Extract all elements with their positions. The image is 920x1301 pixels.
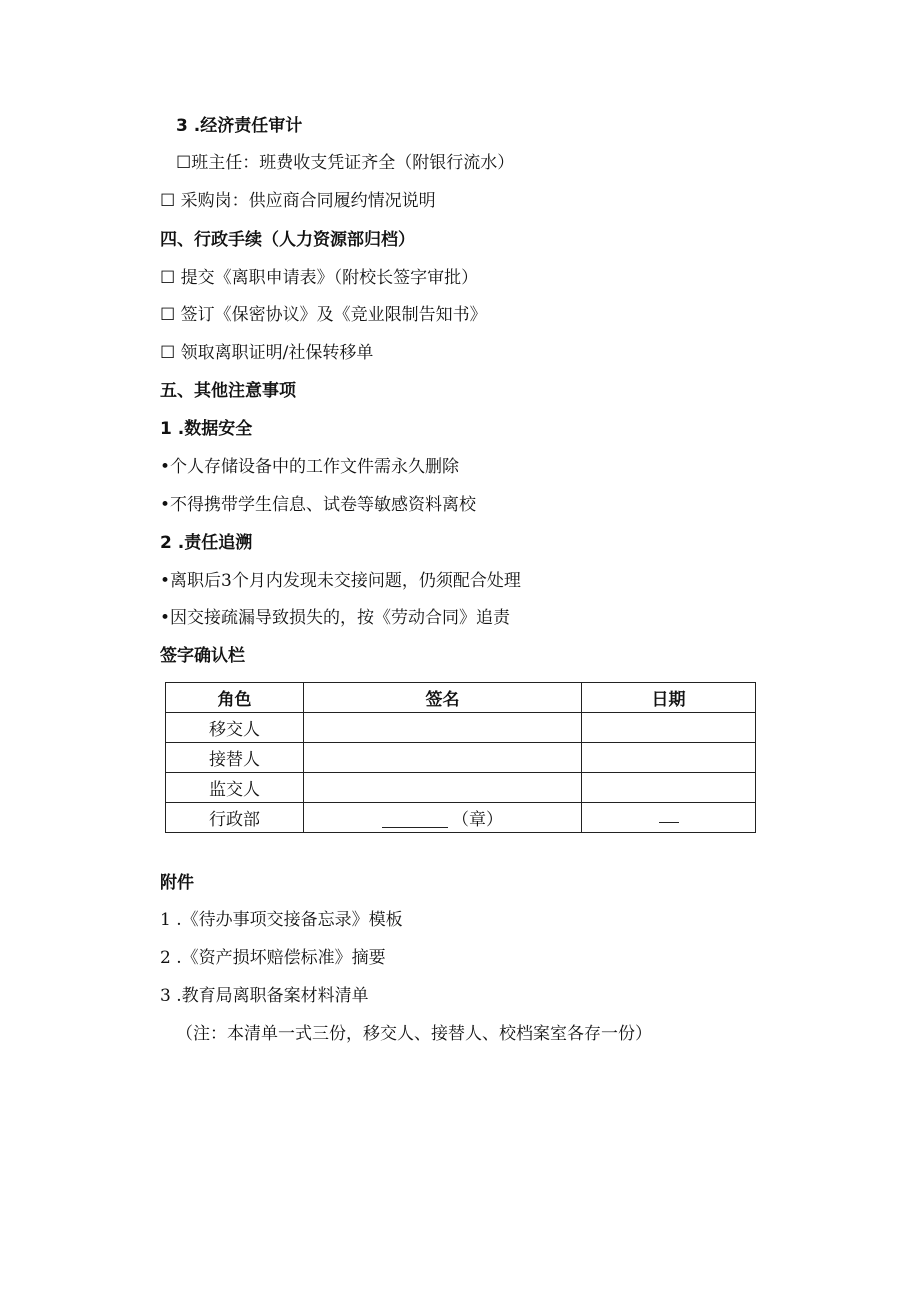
accountability-item: •离职后3个月内发现未交接问题，仍须配合处理 [160, 571, 521, 591]
data-security-heading: 1 .数据安全 [160, 419, 253, 439]
notes-heading: 五、其他注意事项 [160, 381, 296, 401]
accountability-heading: 2 .责任追溯 [160, 533, 253, 553]
role-cell: 行政部 [166, 803, 304, 833]
seal-label: （章） [452, 810, 503, 830]
attachment-item: 1 .《待办事项交接备忘录》模板 [160, 910, 403, 930]
date-cell[interactable] [582, 803, 756, 833]
sign-cell[interactable] [304, 743, 582, 773]
attachment-item: 2 .《资产损坏赔偿标准》摘要 [160, 948, 386, 968]
audit-item-procurement: ☐ 采购岗：供应商合同履约情况说明 [160, 191, 436, 211]
admin-item-application: ☐ 提交《离职申请表》（附校长签字审批） [160, 268, 479, 288]
table-row [166, 773, 756, 803]
column-header-date: 日期 [582, 683, 756, 713]
role-cell: 移交人 [166, 713, 304, 743]
date-cell[interactable] [582, 713, 756, 743]
date-cell[interactable] [582, 743, 756, 773]
date-blank-line [659, 814, 679, 823]
table-row [166, 803, 756, 833]
admin-item-certificate: ☐ 领取离职证明/社保转移单 [160, 343, 374, 363]
admin-heading: 四、行政手续（人力资源部归档） [160, 230, 415, 250]
column-header-role: 角色 [166, 683, 304, 713]
signature-blank-line [382, 813, 448, 828]
sign-cell[interactable] [304, 803, 582, 833]
signature-heading: 签字确认栏 [160, 646, 245, 666]
data-security-item: •不得携带学生信息、试卷等敏感资料离校 [160, 495, 477, 515]
footnote: （注：本清单一式三份，移交人、接替人、校档案室各存一份） [176, 1024, 652, 1044]
audit-heading: 3 .经济责任审计 [176, 116, 303, 136]
sign-cell[interactable] [304, 713, 582, 743]
table-header-row [166, 683, 756, 713]
accountability-item: •因交接疏漏导致损失的，按《劳动合同》追责 [160, 608, 511, 628]
column-header-sign: 签名 [304, 683, 582, 713]
sign-cell[interactable] [304, 773, 582, 803]
date-cell[interactable] [582, 773, 756, 803]
table-row [166, 713, 756, 743]
audit-item-class-teacher: ☐班主任：班费收支凭证齐全（附银行流水） [176, 153, 515, 173]
role-cell: 监交人 [166, 773, 304, 803]
admin-item-agreement: ☐ 签订《保密协议》及《竞业限制告知书》 [160, 305, 487, 325]
data-security-item: •个人存储设备中的工作文件需永久删除 [160, 457, 460, 477]
role-cell: 接替人 [166, 743, 304, 773]
table-row [166, 743, 756, 773]
signature-table [165, 682, 756, 833]
attachments-heading: 附件 [160, 873, 194, 893]
attachment-item: 3 .教育局离职备案材料清单 [160, 986, 369, 1006]
